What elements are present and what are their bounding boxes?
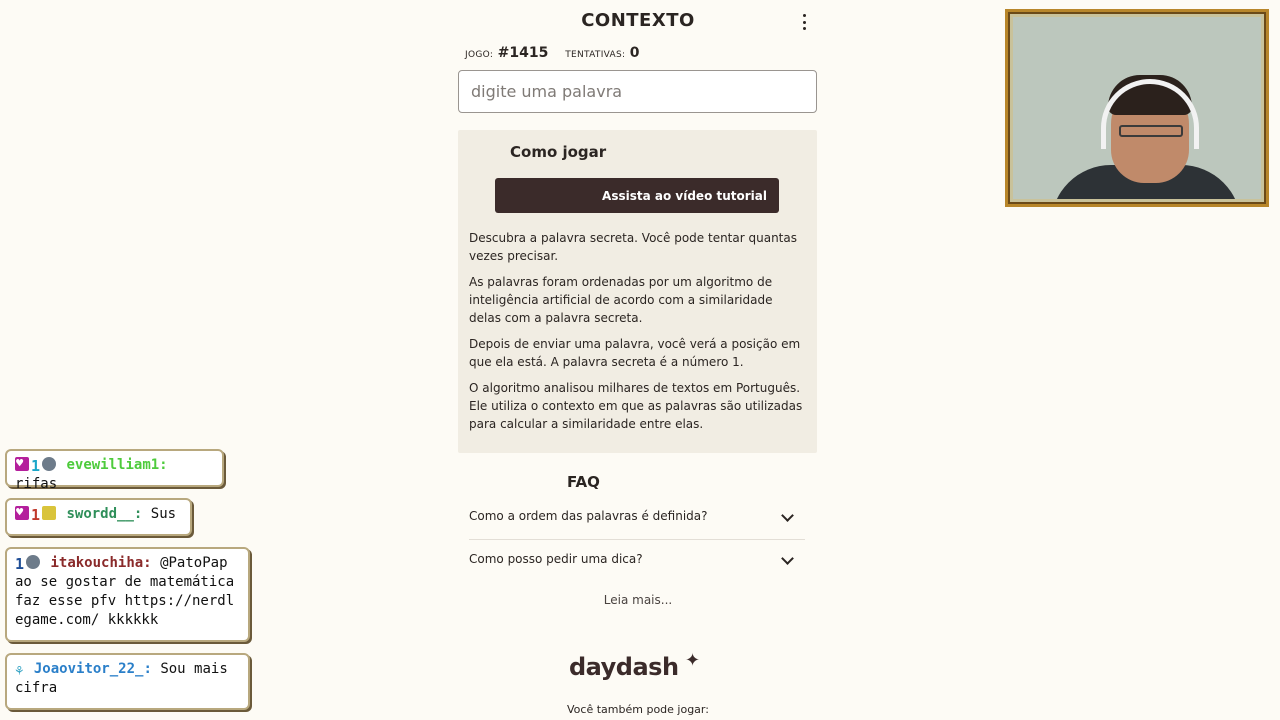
chat-message	[5, 498, 192, 536]
avatar-badge-icon	[42, 457, 56, 471]
contexto-game	[458, 0, 818, 720]
faq-item[interactable]	[469, 501, 805, 535]
game-stats	[465, 45, 640, 61]
howto-paragraph: O algoritmo analisou milhares de textos em Português. Ele utiliza o contexto em que as palavras são utilizadas para calcular a similaridade entre elas.	[469, 381, 803, 431]
chevron-down-icon	[781, 552, 794, 565]
more-options-icon[interactable]	[798, 12, 810, 32]
divider	[469, 539, 805, 540]
video-tutorial-button[interactable]: Assista ao vídeo tutorial	[495, 178, 779, 213]
rank-badge-icon: 1	[15, 555, 25, 573]
also-play-text: Você também pode jogar:	[567, 703, 709, 716]
tries-count: 0	[629, 45, 640, 61]
word-input[interactable]	[458, 70, 817, 113]
game-title: CONTEXTO	[581, 10, 695, 31]
read-more-link[interactable]: Leia mais...	[603, 593, 673, 607]
tries-label: TENTATIVAS:	[565, 50, 626, 60]
rank-badge-icon: 1	[31, 506, 41, 524]
feather-badge-icon: ⚘	[15, 663, 24, 679]
howto-paragraph: Depois de enviar uma palavra, você verá a posição em que ela está. A palavra secreta é a número 1.	[469, 337, 801, 369]
webcam-feed	[1013, 17, 1261, 199]
faq-item[interactable]	[469, 544, 805, 578]
how-to-play-title: Como jogar	[510, 143, 607, 161]
subscriber-badge-icon	[15, 506, 29, 520]
chat-username: itakouchiha:	[50, 555, 152, 571]
howto-paragraph: Descubra a palavra secreta. Você pode tentar quantas vezes precisar.	[469, 231, 797, 263]
chat-message	[5, 547, 250, 642]
chat-message	[5, 449, 224, 492]
faq-question: Como a ordem das palavras é definida?	[469, 509, 708, 523]
chat-text: Sus	[150, 506, 177, 522]
avatar-badge-icon	[42, 506, 56, 520]
howto-paragraph: As palavras foram ordenadas por um algoritmo de inteligência artificial de acordo com a similaridade delas com a palavra secreta.	[469, 275, 773, 325]
sparkle-icon: ✦	[685, 650, 701, 671]
chat-username: evewilliam1:	[66, 457, 168, 473]
avatar-badge-icon	[26, 555, 40, 569]
chat-username: Joaovitor_22_:	[33, 661, 152, 677]
chat-text: rifas	[15, 476, 58, 492]
game-number-label: JOGO:	[465, 50, 494, 60]
chat-message	[5, 653, 250, 710]
how-to-play-panel	[458, 130, 817, 453]
chevron-down-icon	[781, 509, 794, 522]
faq-question: Como posso pedir uma dica?	[469, 552, 643, 566]
webcam-overlay	[1005, 9, 1269, 207]
rank-badge-icon: 1	[31, 457, 41, 475]
faq-title: FAQ	[567, 473, 600, 491]
game-number: #1415	[497, 45, 549, 61]
daydash-logo[interactable]: daydash	[569, 653, 679, 681]
chat-text: @PatoPap ao se gostar de matemática faz esse pfv https://nerdlegame.com/ kkkkkk	[15, 555, 235, 628]
chat-text: Sou mais cifra	[15, 661, 228, 696]
subscriber-badge-icon	[15, 457, 29, 471]
chat-username: swordd__:	[66, 506, 143, 522]
